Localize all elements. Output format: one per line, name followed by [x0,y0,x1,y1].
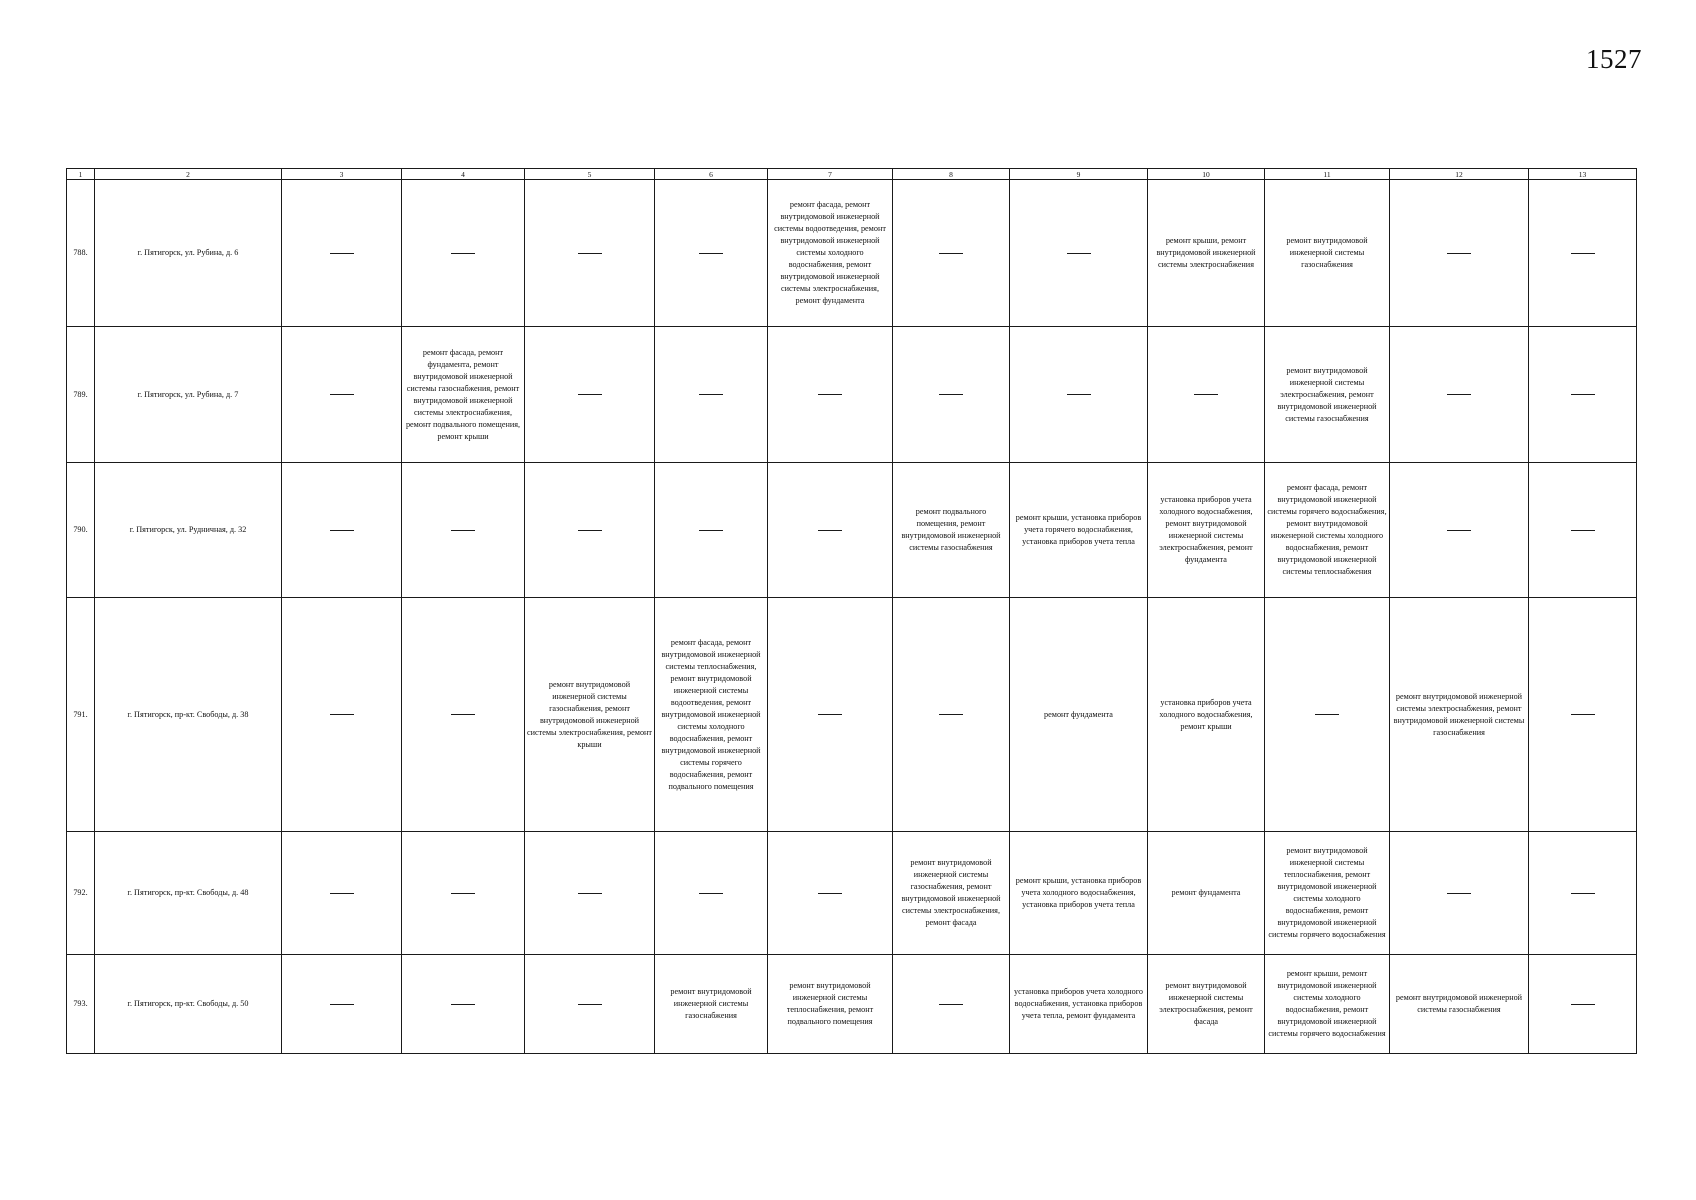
work-cell [1529,832,1637,955]
empty-dash [451,893,475,894]
work-cell [402,598,525,832]
empty-dash [1315,714,1339,715]
column-number: 9 [1010,169,1148,180]
row-number: 793. [67,955,95,1054]
work-cell [768,463,893,598]
work-cell: ремонт внутридомовой инженерной системы газоснабжения, ремонт внутридомовой инженерной системы электроснабжения, ремонт фасада [893,832,1010,955]
work-cell: установка приборов учета холодного водоснабжения, ремонт крыши [1148,598,1265,832]
work-cell [282,463,402,598]
work-cell: ремонт внутридомовой инженерной системы газоснабжения [1265,180,1390,327]
work-cell [525,955,655,1054]
page-number: 1527 [1586,44,1642,74]
work-cell: ремонт подвального помещения, ремонт внутридомовой инженерной системы газоснабжения [893,463,1010,598]
empty-dash [1571,1004,1595,1005]
work-cell [1390,463,1529,598]
empty-dash [939,1004,963,1005]
work-cell: ремонт внутридомовой инженерной системы теплоснабжения, ремонт внутридомовой инженерной системы холодного водоснабжения, ремонт внутридомовой инженерной системы горячего водоснабжения [1265,832,1390,955]
work-cell [1010,180,1148,327]
work-cell: ремонт фасада, ремонт внутридомовой инженерной системы теплоснабжения, ремонт внутридомовой инженерной системы водоотведения, ремонт внутридомовой инженерной системы холодного водоснабжения, ремонт внутридомовой инженерной системы горячего водоснабжения, ремонт подвального помещения [655,598,768,832]
work-cell [1010,327,1148,463]
empty-dash [1447,893,1471,894]
empty-dash [818,394,842,395]
empty-dash [578,1004,602,1005]
work-cell [655,180,768,327]
work-cell [282,327,402,463]
work-cell [1529,598,1637,832]
empty-dash [1571,253,1595,254]
table-row [67,463,1637,598]
work-cell [525,180,655,327]
table-row [67,955,1637,1054]
empty-dash [1067,394,1091,395]
empty-dash [1447,253,1471,254]
work-cell [893,955,1010,1054]
work-cell: ремонт крыши, установка приборов учета холодного водоснабжения, установка приборов учета тепла [1010,832,1148,955]
work-cell [402,463,525,598]
work-cell: установка приборов учета холодного водоснабжения, установка приборов учета тепла, ремонт фундамента [1010,955,1148,1054]
column-number: 13 [1529,169,1637,180]
row-number: 792. [67,832,95,955]
work-cell [655,832,768,955]
work-cell [1529,327,1637,463]
column-number: 1 [67,169,95,180]
work-cell [1529,463,1637,598]
work-cell [893,598,1010,832]
work-cell [402,180,525,327]
empty-dash [939,714,963,715]
work-cell: ремонт фасада, ремонт внутридомовой инженерной системы водоотведения, ремонт внутридомовой инженерной системы холодного водоснабжения, ремонт внутридомовой инженерной системы электроснабжения, ремонт фундамента [768,180,893,327]
address-cell: г. Пятигорск, ул. Рубина, д. 7 [95,327,282,463]
work-cell [1529,180,1637,327]
empty-dash [699,530,723,531]
table-row [67,598,1637,832]
work-cell [655,463,768,598]
column-number: 10 [1148,169,1265,180]
empty-dash [699,893,723,894]
empty-dash [939,394,963,395]
column-number: 11 [1265,169,1390,180]
work-cell [525,463,655,598]
empty-dash [578,530,602,531]
work-cell [768,598,893,832]
empty-dash [451,1004,475,1005]
work-cell: ремонт внутридомовой инженерной системы теплоснабжения, ремонт подвального помещения [768,955,893,1054]
work-cell [893,327,1010,463]
empty-dash [1067,253,1091,254]
column-number: 3 [282,169,402,180]
work-cell: ремонт внутридомовой инженерной системы газоснабжения, ремонт внутридомовой инженерной системы электроснабжения, ремонт крыши [525,598,655,832]
table-row [67,832,1637,955]
column-number: 2 [95,169,282,180]
column-number: 4 [402,169,525,180]
work-cell: ремонт внутридомовой инженерной системы электроснабжения, ремонт внутридомовой инженерной системы газоснабжения [1390,598,1529,832]
column-number: 7 [768,169,893,180]
column-number: 8 [893,169,1010,180]
work-cell [402,955,525,1054]
empty-dash [699,253,723,254]
address-cell: г. Пятигорск, ул. Рудничная, д. 32 [95,463,282,598]
empty-dash [1571,394,1595,395]
repair-schedule-table [66,168,1637,1054]
work-cell [282,955,402,1054]
work-cell: ремонт внутридомовой инженерной системы электроснабжения, ремонт внутридомовой инженерной системы газоснабжения [1265,327,1390,463]
empty-dash [330,253,354,254]
empty-dash [1571,893,1595,894]
empty-dash [578,253,602,254]
work-cell: ремонт фасада, ремонт фундамента, ремонт внутридомовой инженерной системы газоснабжения, ремонт внутридомовой инженерной системы электроснабжения, ремонт подвального помещения, ремонт крыши [402,327,525,463]
work-cell: ремонт фасада, ремонт внутридомовой инженерной системы горячего водоснабжения, ремонт внутридомовой инженерной системы холодного водоснабжения, ремонт внутридомовой инженерной системы теплоснабжения [1265,463,1390,598]
address-cell: г. Пятигорск, пр-кт. Свободы, д. 48 [95,832,282,955]
empty-dash [330,394,354,395]
work-cell [282,598,402,832]
column-number: 5 [525,169,655,180]
work-cell: ремонт внутридомовой инженерной системы электроснабжения, ремонт фасада [1148,955,1265,1054]
table-row [67,327,1637,463]
work-cell: ремонт крыши, ремонт внутридомовой инженерной системы электроснабжения [1148,180,1265,327]
work-cell: установка приборов учета холодного водоснабжения, ремонт внутридомовой инженерной системы электроснабжения, ремонт фундамента [1148,463,1265,598]
row-number: 791. [67,598,95,832]
address-cell: г. Пятигорск, пр-кт. Свободы, д. 50 [95,955,282,1054]
work-cell [655,327,768,463]
empty-dash [1447,394,1471,395]
work-cell [893,180,1010,327]
row-number: 788. [67,180,95,327]
empty-dash [1447,530,1471,531]
empty-dash [330,714,354,715]
empty-dash [330,1004,354,1005]
work-cell [282,180,402,327]
empty-dash [939,253,963,254]
work-cell [1529,955,1637,1054]
work-cell [1390,180,1529,327]
empty-dash [818,714,842,715]
column-number: 12 [1390,169,1529,180]
address-cell: г. Пятигорск, ул. Рубина, д. 6 [95,180,282,327]
work-cell [402,832,525,955]
work-cell [1390,832,1529,955]
work-cell: ремонт крыши, ремонт внутридомовой инженерной системы холодного водоснабжения, ремонт внутридомовой инженерной системы горячего водоснабжения [1265,955,1390,1054]
empty-dash [451,714,475,715]
empty-dash [1571,530,1595,531]
address-cell: г. Пятигорск, пр-кт. Свободы, д. 38 [95,598,282,832]
empty-dash [330,530,354,531]
empty-dash [578,893,602,894]
column-number: 6 [655,169,768,180]
row-number: 790. [67,463,95,598]
work-cell [525,327,655,463]
work-cell: ремонт фундамента [1148,832,1265,955]
work-cell [1265,598,1390,832]
empty-dash [330,893,354,894]
work-cell [1148,327,1265,463]
work-cell: ремонт крыши, установка приборов учета горячего водоснабжения, установка приборов учета тепла [1010,463,1148,598]
empty-dash [818,530,842,531]
empty-dash [1571,714,1595,715]
work-cell: ремонт внутридомовой инженерной системы газоснабжения [655,955,768,1054]
empty-dash [451,253,475,254]
work-cell [1390,327,1529,463]
work-cell [282,832,402,955]
empty-dash [699,394,723,395]
empty-dash [1194,394,1218,395]
work-cell [525,832,655,955]
work-cell [768,832,893,955]
work-cell: ремонт внутридомовой инженерной системы газоснабжения [1390,955,1529,1054]
work-cell [768,327,893,463]
row-number: 789. [67,327,95,463]
empty-dash [578,394,602,395]
work-cell: ремонт фундамента [1010,598,1148,832]
table-row [67,180,1637,327]
column-number-row [67,169,1637,180]
empty-dash [451,530,475,531]
empty-dash [818,893,842,894]
